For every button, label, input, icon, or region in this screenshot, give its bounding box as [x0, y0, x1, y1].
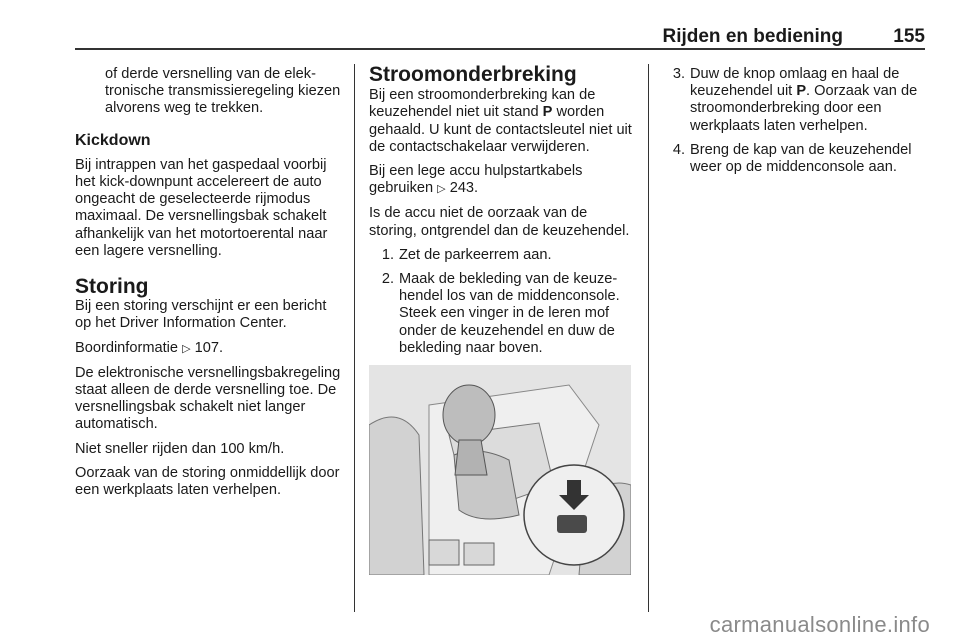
- column-middle: [369, 63, 634, 575]
- page-title: Rijden en bediening: [662, 26, 843, 47]
- kickdown-heading: Kickdown: [75, 131, 151, 149]
- stroomonderbreking-heading: Stroomonderbreking: [369, 63, 577, 86]
- transmission-paragraph: De elektronische versnellingsbakregeling staat alleen de derde versnelling toe. De versnellingsbak schakelt niet langer automatisch.: [75, 364, 341, 433]
- page-number: 155: [893, 26, 925, 47]
- gear-selector-illustration: [369, 365, 631, 575]
- power-failure-text-b: worden gehaald. U kunt de contactsleutel niet uit de contactschakelaar verwijderen.: [369, 104, 632, 155]
- step3-text-b: . Oorzaak van de stroomonderbreking door een werkplaats laten verhelpen.: [690, 83, 918, 134]
- storing-heading: Storing: [75, 275, 149, 299]
- power-failure-paragraph: [369, 87, 634, 156]
- list-item: [665, 142, 927, 176]
- boordinformatie-reference: [75, 340, 345, 358]
- page-reference-arrow-icon: ▷: [182, 342, 191, 355]
- position-p-label: P: [796, 83, 807, 100]
- step-number: 1.: [381, 246, 394, 263]
- position-p-label: P: [542, 104, 553, 121]
- step-number: 2.: [381, 271, 394, 288]
- list-item: [374, 247, 634, 264]
- step3-text-a: Duw de knop omlaag en haal de keuzehendel uit: [690, 66, 900, 100]
- intro-paragraph: of derde versnelling van de elektronische transmissieregeling kiezen alvorens weg te trekken.: [105, 66, 341, 117]
- page-header: [75, 26, 925, 50]
- boordinformatie-page: 107.: [194, 339, 224, 356]
- column-right: [665, 66, 927, 183]
- column-divider: [354, 64, 355, 612]
- unlock-paragraph: Is de accu niet de oorzaak van de storing, ontgrendel dan de keuzehendel.: [369, 205, 630, 239]
- list-item: [665, 66, 927, 135]
- storing-paragraph: Bij een storing verschijnt er een bericht op het Driver Information Center.: [75, 298, 327, 332]
- step-text: Breng de kap van de keuzehendel weer op de middenconsole aan.: [690, 141, 912, 176]
- step-text: Maak de bekleding van de keuzehendel los van de middenconsole. Steek een vinger in de leren mof onder de keuzehendel en duw de bekleding naar boven.: [399, 271, 620, 356]
- step-text: [690, 66, 927, 135]
- workshop-paragraph: Oorzaak van de storing onmiddellijk door een werkplaats laten verhelpen.: [75, 464, 340, 499]
- speed-limit-paragraph: Niet sneller rijden dan 100 km/h.: [75, 440, 285, 457]
- gear-selector-drawing: [369, 365, 631, 575]
- boordinformatie-text: Boordinformatie: [75, 339, 179, 356]
- page-reference-arrow-icon: ▷: [437, 183, 446, 196]
- jump-start-page: 243.: [449, 180, 479, 197]
- kickdown-paragraph: Bij intrappen van het gaspedaal voorbij het kick-downpunt accelereert de auto ongeacht de geselecteerde rijmodus maximaal. De versnellingsbak schakelt afhankelijk van het motortoerental naar een lagere versnelling.: [75, 156, 328, 259]
- list-item: [374, 271, 634, 357]
- jump-start-paragraph: [369, 163, 634, 198]
- watermark: carmanualsonline.info: [709, 612, 930, 637]
- column-left: [75, 66, 345, 506]
- jump-start-text: Bij een lege accu hulpstartkabels gebruiken: [369, 163, 583, 197]
- power-failure-text-a: Bij een stroomonderbreking kan de keuzehendel niet uit stand: [369, 87, 596, 121]
- steps-list: [369, 247, 634, 357]
- step-number: 4.: [672, 141, 685, 158]
- column-divider: [648, 64, 649, 612]
- step-number: 3.: [672, 66, 685, 82]
- step-text: Zet de parkeerrem aan.: [399, 246, 552, 263]
